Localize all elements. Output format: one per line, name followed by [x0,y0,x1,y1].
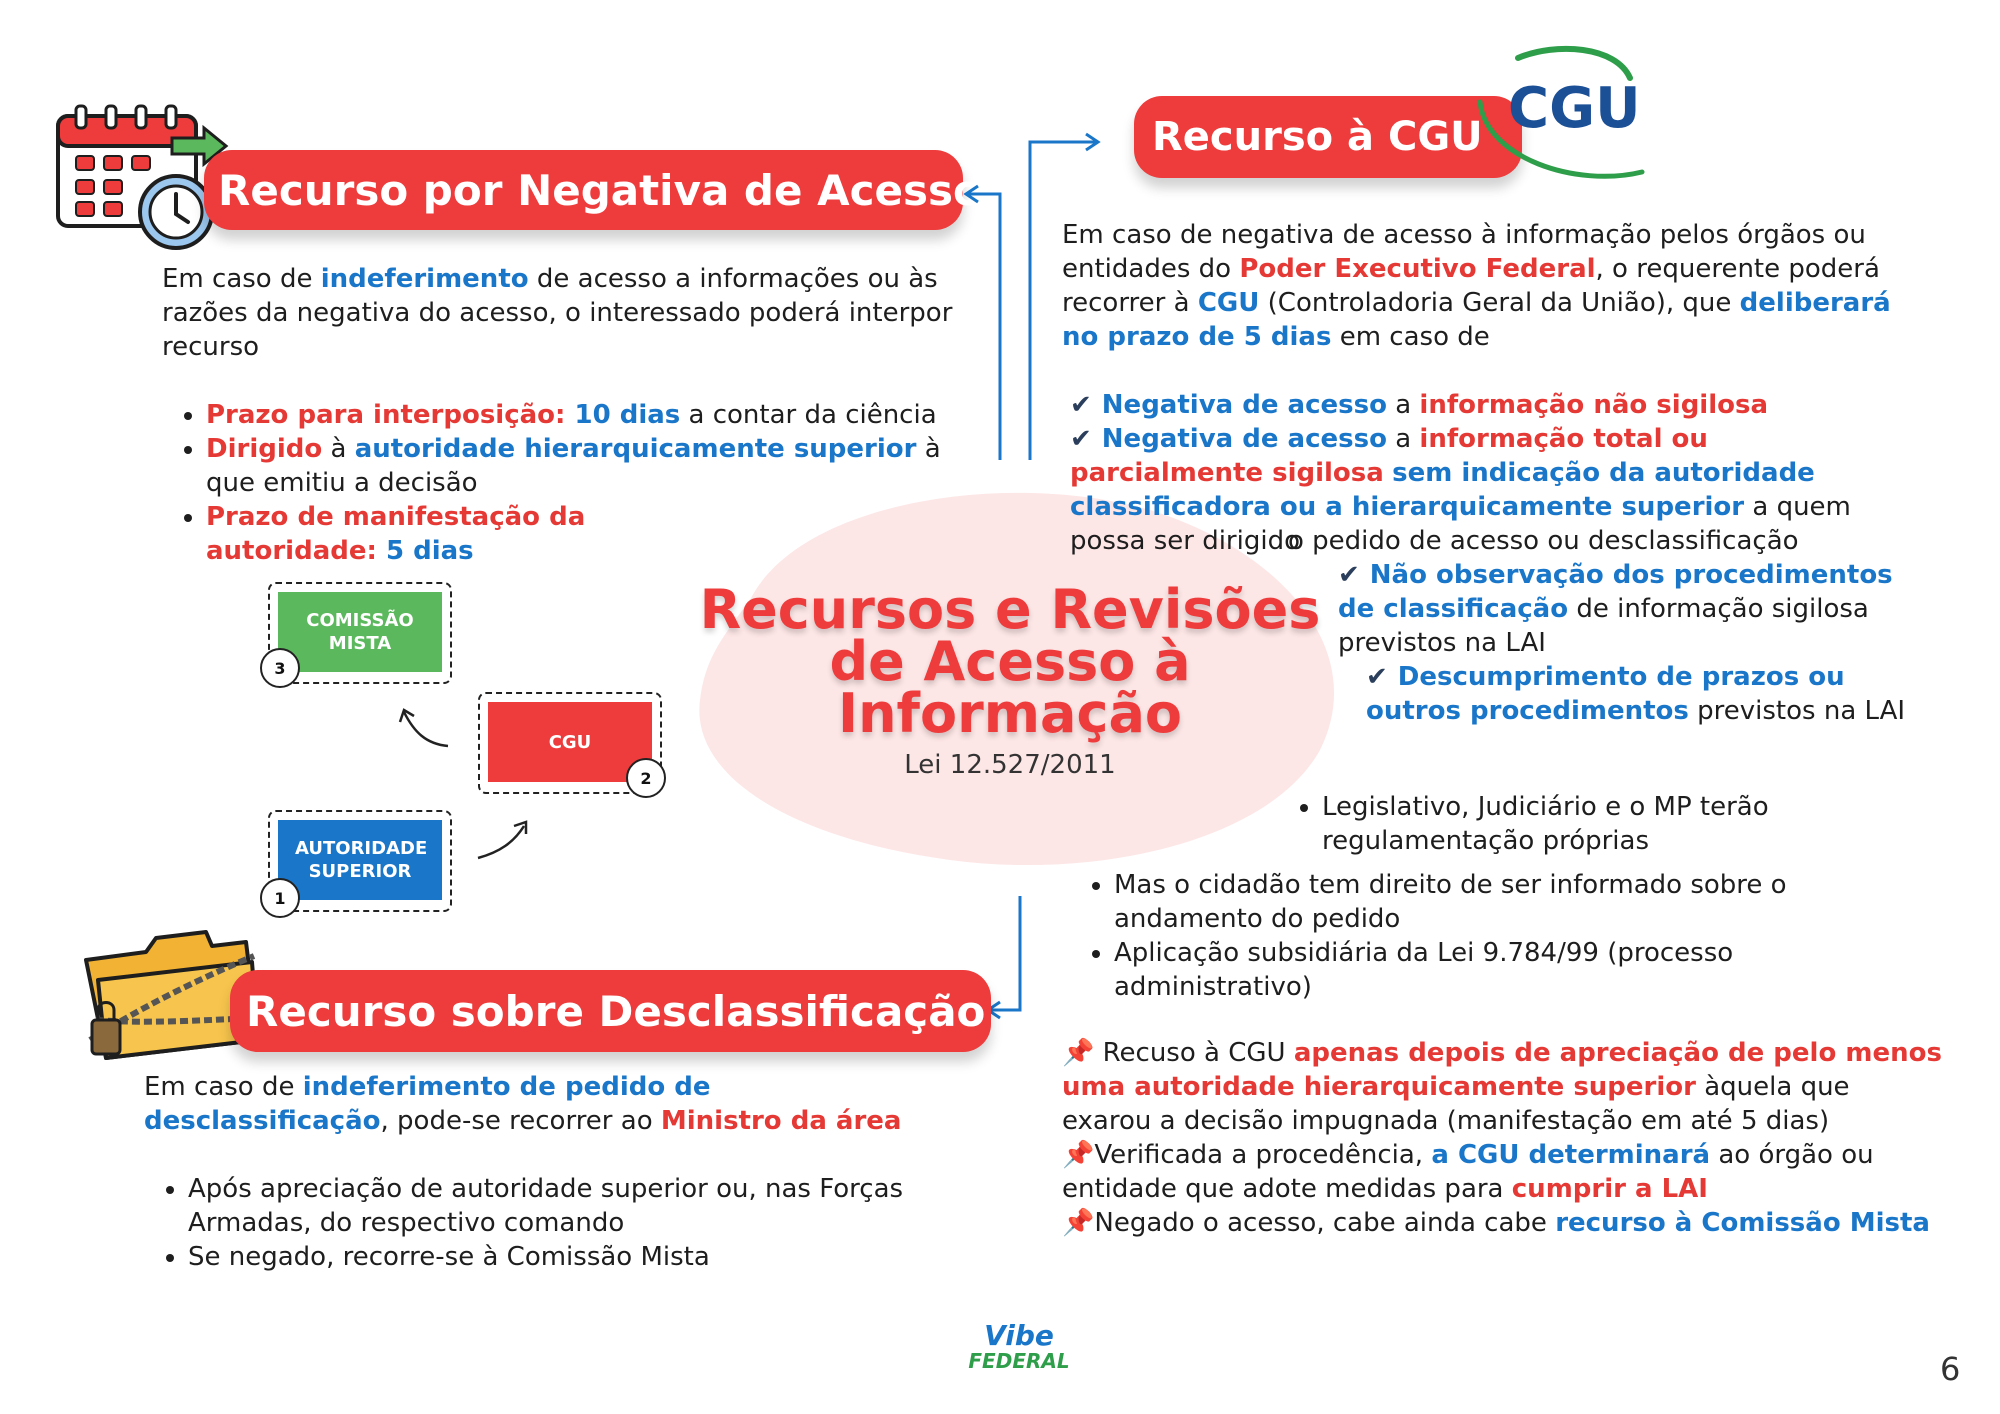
list-item: • Dirigido à autoridade hierarquicamente superior à que emitiu a decisão [206,432,962,500]
page-title: Recursos e Revisões de Acesso à Informação [699,578,1321,745]
list-item: • Mas o cidadão tem direito de ser informado sobre o andamento do pedido [1114,868,1870,936]
section2-bullets [1070,868,1870,1004]
flow-box-cgu: CGU [488,702,652,782]
section2-intro: Em caso de negativa de acesso à informação pelos órgãos ou entidades do Poder Executivo Federal, o requerente poderá recorrer à CGU (Controladoria Geral da União), que deliberará no prazo de 5 dias em caso de [1062,220,1891,352]
section3-bullets [144,1172,944,1274]
list-item: • Após apreciação de autoridade superior ou, nas Forças Armadas, do respectivo comando [188,1172,944,1240]
flow-box-autoridade-superior: AUTORIDADE SUPERIOR [278,820,442,900]
page-number: 6 [1940,1350,1961,1388]
check-icon: ✔ [1070,424,1092,454]
check-icon: ✔ [1070,390,1092,420]
note-item: 📌 Recuso à CGU apenas depois de apreciação de pelo menos uma autoridade hierarquicamente superior àquela que exarou a decisão impugnada (manifestação em até 5 dias) [1062,1038,1942,1136]
flow-box-comissao-mista: COMISSÃO MISTA [278,592,442,672]
pushpin-icon: 📌 [1062,1208,1095,1238]
check-icon: ✔ [1338,560,1360,590]
section2-check-3: ✔ Não observação dos procedimentos de classificação de informação sigilosa previstos na LAI [1338,560,1893,658]
check-icon: ✔ [1366,662,1388,692]
note-item: 📌Verificada a procedência, a CGU determinará ao órgão ou entidade que adote medidas para cumprir a LAI [1062,1140,1874,1204]
list-item: • Prazo para interposição: 10 dias a contar da ciência [206,398,962,432]
cgu-logo-text: CGU [1508,76,1641,141]
flow-step-3: 3 [260,648,300,688]
section1-intro: Em caso de indeferimento de acesso a informações ou às razões da negativa do acesso, o interessado poderá interpor recurso [162,264,953,362]
note-item: 📌Negado o acesso, cabe ainda cabe recurso à Comissão Mista [1062,1208,1930,1238]
section2-check-4: ✔ Descumprimento de prazos ou outros procedimentos previstos na LAI [1366,662,1906,726]
page-subtitle: Lei 12.527/2011 [904,750,1116,780]
flow-step-2: 2 [626,758,666,798]
list-item: • Aplicação subsidiária da Lei 9.784/99 (processo administrativo) [1114,936,1870,1004]
flow-step-1: 1 [260,878,300,918]
pushpin-icon: 📌 [1062,1038,1095,1068]
section2-notes [1062,1036,1942,1240]
section2-check-2: ✔ Negativa de acesso a informação total ou parcialmente sigilosa sem indicação da autoridade classificadora ou a hierarquicamente superior a quem possa ser dirigido [1070,424,1851,556]
section2-title: Recurso à CGU [1134,96,1522,178]
curved-arrow-icon [396,704,456,754]
section3-intro: Em caso de indeferimento de pedido de desclassificação, pode-se recorrer ao Ministro da área [144,1072,902,1136]
section1-bullets [162,398,962,568]
section2-bullet-1 [1278,790,1838,858]
list-item: • Legislativo, Judiciário e o MP terão regulamentação próprias [1322,790,1838,858]
section2-check-1: ✔ Negativa de acesso a informação não sigilosa [1070,390,1769,420]
list-item: • Se negado, recorre-se à Comissão Mista [188,1240,944,1274]
vibe-federal-logo: Vibe FEDERAL [968,1319,1070,1373]
section2-check-2-cont: o pedido de acesso ou desclassificação [1288,526,1799,556]
section1-title: Recurso por Negativa de Acesso [204,150,963,230]
curved-arrow-icon [474,818,534,868]
pushpin-icon: 📌 [1062,1140,1095,1170]
section3-title: Recurso sobre Desclassificação [230,970,991,1052]
list-item: • Prazo de manifestação da autoridade: 5 dias [206,500,586,568]
